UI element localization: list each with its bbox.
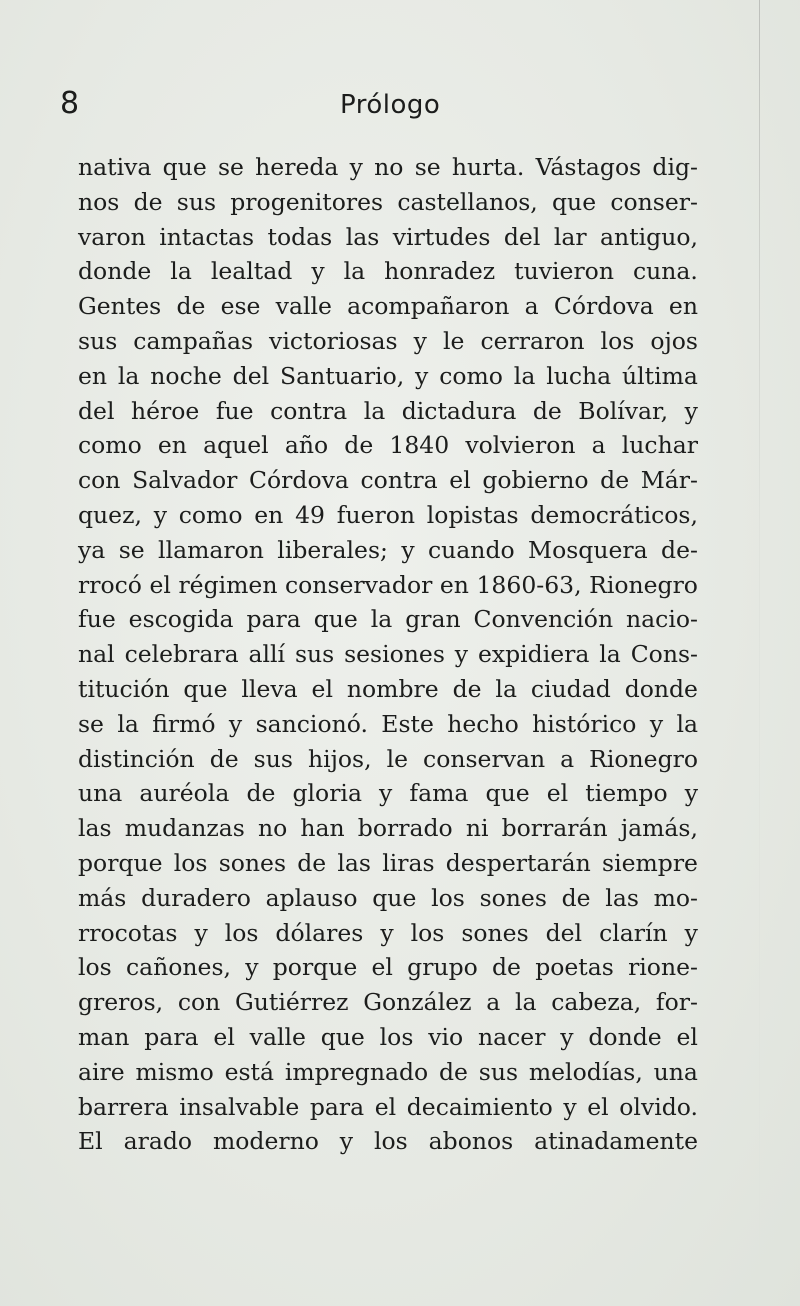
text-line: man para el valle que los vio nacer y donde el	[78, 1022, 698, 1051]
text-line: del héroe fue contra la dictadura de Bolívar, y	[78, 396, 698, 425]
text-line: sus campañas victoriosas y le cerraron los ojos	[78, 326, 698, 355]
text-line: rrocó el régimen conservador en 1860-63, Rionegro	[78, 570, 698, 599]
text-line: Gentes de ese valle acompañaron a Córdova en	[78, 292, 698, 321]
text-line: porque los sones de las liras despertarán siempre	[78, 848, 698, 877]
text-line: más duradero aplauso que los sones de las mo-	[78, 883, 698, 912]
text-line: nos de sus progenitores castellanos, que conser-	[78, 187, 698, 216]
text-line: rrocotas y los dólares y los sones del clarín y	[78, 918, 698, 947]
text-line: barrera insalvable para el decaimiento y el olvido.	[78, 1092, 698, 1121]
text-line: las mudanzas no han borrado ni borrarán jamás,	[78, 814, 698, 843]
text-line: en la noche del Santuario, y como la lucha última	[78, 361, 698, 390]
page-number: 8	[60, 86, 80, 121]
text-line: aire mismo está impregnado de sus melodías, una	[78, 1057, 698, 1086]
text-line: los cañones, y porque el grupo de poetas rione-	[78, 953, 698, 982]
text-line: una auréola de gloria y fama que el tiempo y	[78, 779, 698, 808]
text-line: con Salvador Córdova contra el gobierno de Már-	[78, 466, 698, 495]
text-line: greros, con Gutiérrez González a la cabeza, for-	[78, 988, 698, 1017]
text-line: titución que lleva el nombre de la ciudad donde	[78, 674, 698, 703]
text-line: distinción de sus hijos, le conservan a Rionegro	[78, 744, 698, 773]
text-line: nativa que se hereda y no se hurta. Vástagos dig-	[78, 153, 698, 181]
running-head: Prólogo	[340, 90, 441, 120]
page-edge-shadow	[759, 0, 760, 1306]
text-line: quez, y como en 49 fueron lopistas democráticos,	[78, 500, 698, 529]
text-line: fue escogida para que la gran Convención nacio-	[78, 605, 698, 634]
text-line: ya se llamaron liberales; y cuando Mosquera de-	[78, 535, 698, 564]
body-text	[78, 150, 698, 1159]
text-line: El arado moderno y los abonos atinadamente	[78, 1127, 698, 1156]
text-line: nal celebrara allí sus sesiones y expidiera la Cons-	[78, 640, 698, 669]
text-line: se la firmó y sancionó. Este hecho histórico y la	[78, 709, 698, 738]
text-line: como en aquel año de 1840 volvieron a luchar	[78, 431, 698, 460]
text-line: donde la lealtad y la honradez tuvieron cuna.	[78, 257, 698, 286]
text-line: varon intactas todas las virtudes del lar antiguo,	[78, 222, 698, 251]
